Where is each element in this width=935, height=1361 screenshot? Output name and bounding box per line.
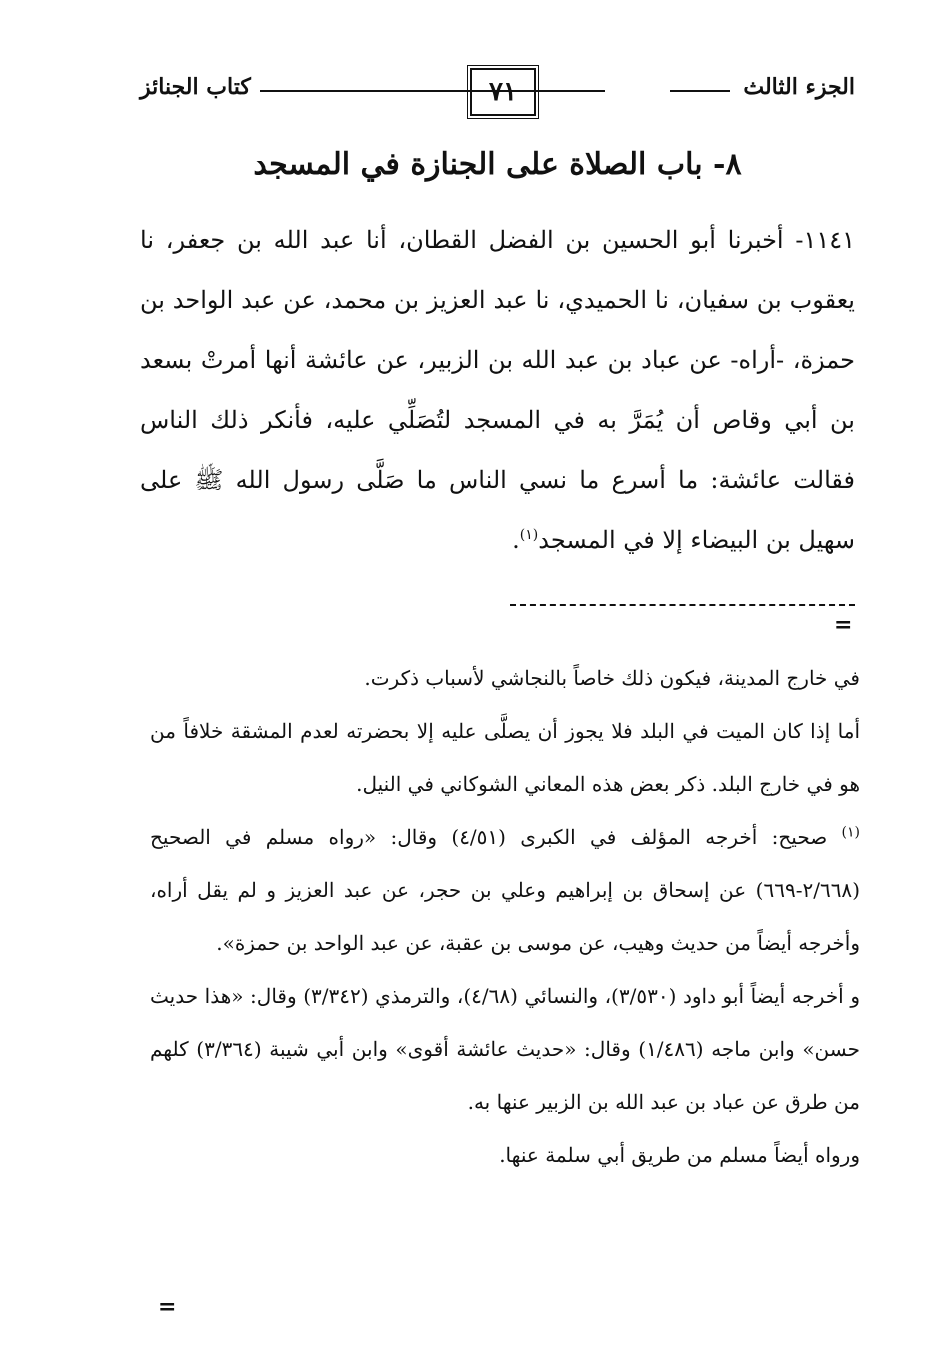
footnote-1-cont-1: و أخرجه أيضاً أبو داود (٣/٥٣٠)، والنسائي (٤/٦٨)، والترمذي (٣/٣٤٢) وقال: «هذا حديث حسن» وابن ماجه (١/٤٨٦) وقال: «حديث عائشة أقوى» وابن أبي شيبة (٣/٣٦٤) كلهم من طرق عن عباد بن عبد الله بن الزبير عنها به. bbox=[150, 984, 860, 1114]
footnote-reference: (١) bbox=[519, 527, 539, 543]
footnote-separator bbox=[510, 604, 855, 606]
header-rule-right bbox=[670, 90, 730, 92]
header-rule-left bbox=[260, 90, 605, 92]
main-text bbox=[140, 210, 855, 570]
footnote-continuation-2: أما إذا كان الميت في البلد فلا يجوز أن يصلَّى عليه إلا بحضرته لعدم المشقة خلافاً من هو في خارج البلد. ذكر بعض هذه المعاني الشوكاني في النيل. bbox=[150, 719, 860, 796]
footnote-number: (١) bbox=[841, 824, 861, 841]
running-header bbox=[140, 60, 855, 120]
footnotes bbox=[150, 652, 860, 1182]
book-title: كتاب الجنائز bbox=[140, 74, 251, 100]
footnote-1 bbox=[150, 811, 860, 970]
footnote-continuation-1: في خارج المدينة، فيكون ذلك خاصاً بالنجاشي لأسباب ذكرت. bbox=[364, 666, 860, 690]
continuation-mark-bottom: = bbox=[158, 1294, 177, 1320]
footnote-1-text: صحيح: أخرجه المؤلف في الكبرى (٤/٥١) وقال: «رواه مسلم في الصحيح (٢/٦٦٨-٦٦٩) عن إسحاق بن إبراهيم وعلي بن حجر، عن عبد العزيز و لم يقل أراه، وأخرجه أيضاً من حديث وهيب، عن موسى بن عقبة، عن عبد الواحد بن حمزة». bbox=[150, 825, 860, 955]
volume-title: الجزء الثالث bbox=[743, 74, 855, 100]
hadith-text: ١١٤١- أخبرنا أبو الحسين بن الفضل القطان، أنا عبد الله بن جعفر، نا يعقوب بن سفيان، نا الحميدي، نا عبد العزيز بن محمد، عن عبد الواحد بن حمزة، -أراه- عن عباد بن عبد الله بن الزبير، عن عائشة أنها أمرتْ بسعد بن أبي وقاص أن يُمَرَّ به في المسجد لتُصَلِّي عليه، فأنكر ذلك الناس فقالت عائشة: ما أسرع ما نسي الناس ما صَلَّى رسول الله ﷺ على سهيل بن البيضاء إلا في المسجد bbox=[140, 226, 855, 554]
page-number: ٧١ bbox=[470, 68, 536, 116]
hadith-paragraph: ١١٤١- أخبرنا أبو الحسين بن الفضل القطان، أنا عبد الله بن جعفر، نا يعقوب بن سفيان، نا الحميدي، نا عبد العزيز بن محمد، عن عبد الواحد بن حمزة، -أراه- عن عباد بن عبد الله بن الزبير، عن عائشة أنها أمرتْ بسعد بن أبي وقاص أن يُمَرَّ به في المسجد لتُصَلِّي عليه، فأنكر ذلك الناس فقالت عائشة: ما أسرع ما نسي الناس ما صَلَّى رسول الله ﷺ على سهيل بن البيضاء إلا في المسجد$^{(١)}$. bbox=[140, 226, 855, 554]
chapter-title: ٨- باب الصلاة على الجنازة في المسجد bbox=[253, 147, 742, 182]
footnote-1-cont-2: ورواه أيضاً مسلم من طريق أبي سلمة عنها. bbox=[499, 1143, 860, 1167]
continuation-mark-top: = bbox=[834, 612, 853, 638]
